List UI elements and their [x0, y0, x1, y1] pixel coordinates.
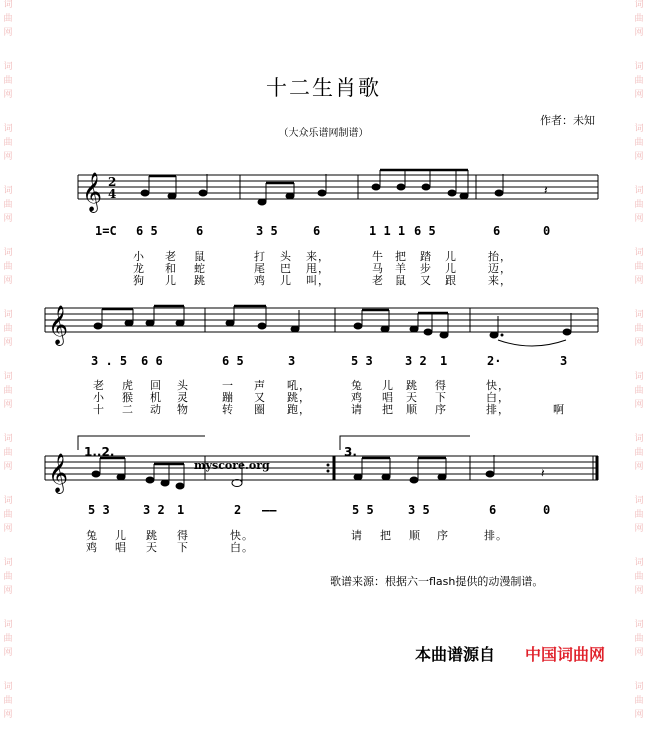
jianpu-note: 3 2 — [143, 503, 165, 517]
jianpu-note: 1 — [177, 503, 185, 517]
lyric-char: 吼， — [287, 379, 311, 392]
watermark-char: 网 — [3, 90, 13, 100]
lyric-char: 又 — [254, 391, 266, 404]
jianpu-note: 6 — [489, 503, 497, 517]
lyric-char: 跳 — [194, 274, 206, 287]
watermark-char: 曲 — [634, 572, 644, 582]
lyric-char: 儿 — [445, 250, 457, 263]
lyric-char: 鼠 — [395, 274, 407, 287]
watermark-char: 曲 — [634, 448, 644, 458]
jianpu-note: 5 3 — [88, 503, 110, 517]
watermark-char: 网 — [3, 462, 13, 472]
watermark-char: 曲 — [634, 696, 644, 706]
jianpu-note: 5 5 — [352, 503, 374, 517]
watermark-char: 词 — [3, 62, 13, 72]
lyric-char: 白， — [486, 391, 510, 404]
watermark-char: 网 — [3, 338, 13, 348]
volta-2: 3. — [344, 445, 357, 459]
watermark-char: 词 — [634, 186, 644, 196]
author: 作者：未知 — [540, 114, 595, 127]
jianpu-note: 0 — [543, 503, 551, 517]
notes-line-3 — [92, 455, 494, 489]
lyric-char: 一 — [222, 379, 234, 392]
lyric-char: 踏 — [420, 250, 432, 263]
watermark-char: 曲 — [3, 200, 13, 210]
watermark-char: 网 — [634, 586, 644, 596]
watermark-char: 曲 — [634, 14, 644, 24]
lyric-char: 唱 — [382, 391, 394, 404]
jianpu-note: 2· — [487, 354, 502, 368]
watermark-char: 网 — [3, 214, 13, 224]
volta-1: 1..2. — [84, 445, 115, 459]
lyric-char: 又 — [420, 274, 432, 287]
lyric-char: 猴 — [122, 391, 134, 404]
staff-line-1 — [78, 175, 598, 199]
watermark-char: 曲 — [634, 200, 644, 210]
treble-clef-icon: 𝄞 — [82, 172, 103, 212]
lyric-char: 请 — [351, 529, 363, 542]
watermark-char: 曲 — [3, 510, 13, 520]
watermark-char: 曲 — [3, 696, 13, 706]
lyric-char: 顺 — [409, 529, 421, 542]
lyric-char: 机 — [150, 391, 162, 404]
lyric-char: 牛 — [372, 250, 384, 263]
footer-site-link[interactable]: 中国词曲网 — [525, 645, 606, 664]
watermark-char: 曲 — [3, 138, 13, 148]
watermark-char: 词 — [3, 372, 13, 382]
jianpu-note: —— — [262, 503, 277, 517]
watermark-char: 网 — [634, 214, 644, 224]
lyric-char: 甩， — [306, 262, 330, 275]
key-signature: 1=C — [95, 224, 117, 238]
watermark-char: 词 — [634, 496, 644, 506]
lyric-char: 鸡 — [86, 541, 98, 554]
watermark-char: 网 — [634, 28, 644, 38]
lyric-char: 虎 — [122, 379, 134, 392]
lyric-char: 请 — [351, 403, 363, 416]
watermark-char: 词 — [634, 558, 644, 568]
watermark-char: 词 — [634, 434, 644, 444]
jianpu-note: 6 — [196, 224, 204, 238]
watermark-char: 词 — [634, 248, 644, 258]
lyric-char: 老 — [372, 274, 384, 287]
jianpu-note: 6 5 — [136, 224, 158, 238]
lyric-char: 蹦 — [222, 391, 234, 404]
lyric-char: 儿 — [115, 529, 127, 542]
watermark-char: 词 — [3, 496, 13, 506]
watermark-char: 曲 — [634, 324, 644, 334]
watermark-char: 词 — [634, 0, 644, 10]
lyric-char: 马 — [372, 262, 384, 275]
lyric-char: 蛇 — [194, 262, 206, 275]
lyric-char: 迈， — [488, 262, 512, 275]
treble-clef-icon: 𝄞 — [48, 453, 69, 493]
lyric-char: 鸡 — [351, 391, 363, 404]
lyric-char: 步 — [420, 262, 432, 275]
lyric-char: 把 — [395, 250, 407, 263]
watermark-char: 词 — [3, 310, 13, 320]
watermark-char: 曲 — [634, 138, 644, 148]
lyric-char: 二 — [122, 403, 134, 416]
lyric-char: 跳 — [146, 529, 158, 542]
lyric-char: 狗 — [133, 274, 145, 287]
watermark-char: 曲 — [3, 386, 13, 396]
lyric-char: 羊 — [395, 262, 407, 275]
lyric-char: 儿 — [445, 262, 457, 275]
lyric-char: 儿 — [165, 274, 177, 287]
lyric-char: 跟 — [445, 274, 457, 287]
lyric-char: 啊 — [553, 403, 565, 416]
lyric-char: 头 — [280, 250, 292, 263]
jianpu-note: 2 — [234, 503, 242, 517]
watermark-char: 曲 — [3, 14, 13, 24]
watermark-char: 词 — [634, 310, 644, 320]
song-title: 十二生肖歌 — [266, 76, 381, 100]
lyric-char: 快。 — [230, 529, 254, 542]
watermark-char: 网 — [3, 400, 13, 410]
lyric-char: 儿 — [382, 379, 394, 392]
lyric-char: 声 — [254, 379, 266, 392]
watermark-char: 网 — [3, 586, 13, 596]
lyric-char: 排， — [486, 403, 510, 416]
lyric-char: 白。 — [230, 541, 254, 554]
lyric-char: 顺 — [406, 403, 418, 416]
watermark-char: 曲 — [634, 634, 644, 644]
watermark-char: 词 — [634, 62, 644, 72]
rest-icon: 𝄽 — [541, 466, 545, 480]
lyric-char: 得 — [177, 529, 189, 542]
lyric-char: 把 — [382, 403, 394, 416]
lyric-char: 跳 — [406, 379, 418, 392]
lyric-char: 快， — [486, 379, 510, 392]
watermark-char: 网 — [3, 152, 13, 162]
watermark-char: 网 — [634, 276, 644, 286]
lyric-char: 天 — [406, 391, 418, 404]
lyric-char: 唱 — [115, 541, 127, 554]
lyric-char: 把 — [380, 529, 392, 542]
watermark-char: 网 — [3, 28, 13, 38]
watermark-char: 词 — [634, 124, 644, 134]
jianpu-note: 3 — [560, 354, 568, 368]
jianpu-note: 1 1 1 — [369, 224, 406, 238]
jianpu-note: 0 — [543, 224, 551, 238]
lyric-char: 序 — [435, 403, 447, 416]
watermark-char: 网 — [3, 276, 13, 286]
watermark-char: 词 — [3, 0, 13, 10]
time-sig-bottom: 4 — [108, 187, 117, 201]
watermark-char: 网 — [634, 648, 644, 658]
lyric-char: 下 — [177, 541, 189, 554]
lyric-char: 物 — [177, 403, 189, 416]
lyric-char: 天 — [146, 541, 158, 554]
watermark-char: 词 — [3, 434, 13, 444]
jianpu-note: 3 — [288, 354, 296, 368]
lyric-char: 圈 — [254, 403, 266, 416]
subtitle: （大众乐谱网制谱） — [278, 128, 369, 139]
watermark-char: 曲 — [3, 76, 13, 86]
watermark-char: 网 — [634, 152, 644, 162]
lyric-char: 巴 — [280, 262, 292, 275]
footer-label: 本曲谱源自 — [415, 645, 496, 664]
watermark-char: 曲 — [634, 76, 644, 86]
lyric-char: 老 — [93, 379, 105, 392]
watermark-char: 曲 — [634, 386, 644, 396]
source-note: 歌谱来源：根据六一flash提供的动漫制谱。 — [330, 575, 544, 588]
lyric-char: 小 — [133, 250, 145, 263]
watermark-char: 词 — [3, 620, 13, 630]
watermark-char: 网 — [634, 710, 644, 720]
lyric-char: 跑， — [287, 403, 311, 416]
lyric-char: 来， — [488, 274, 512, 287]
watermark-char: 网 — [634, 90, 644, 100]
jianpu-note: 1 — [440, 354, 448, 368]
lyric-char: 龙 — [133, 262, 145, 275]
lyric-char: 十 — [93, 403, 105, 416]
lyric-char: 排。 — [484, 529, 508, 542]
watermark-char: 曲 — [3, 262, 13, 272]
lyric-char: 鼠 — [194, 250, 206, 263]
watermark-char: 网 — [634, 400, 644, 410]
jianpu-note: 3 5 — [256, 224, 278, 238]
lyric-char: 灵 — [177, 391, 189, 404]
jianpu-note: 5 3 — [351, 354, 373, 368]
lyric-char: 回 — [150, 379, 162, 392]
watermark-char: 曲 — [3, 324, 13, 334]
rest-icon: 𝄽 — [544, 183, 548, 197]
jianpu-note: 3 . 5 — [91, 354, 128, 368]
lyric-char: 来， — [306, 250, 330, 263]
lyric-char: 下 — [435, 391, 447, 404]
staff-line-3 — [45, 436, 598, 480]
watermark-char: 网 — [3, 524, 13, 534]
watermark-char: 网 — [634, 338, 644, 348]
lyric-char: 叫， — [306, 274, 330, 287]
time-sig-top: 2 — [108, 175, 117, 189]
watermark-char: 网 — [634, 524, 644, 534]
watermark-char: 网 — [3, 710, 13, 720]
lyric-char: 儿 — [280, 274, 292, 287]
jianpu-note: 6 6 — [141, 354, 163, 368]
lyric-char: 老 — [165, 250, 177, 263]
treble-clef-icon: 𝄞 — [48, 305, 69, 345]
watermark-char: 词 — [634, 620, 644, 630]
tie-line — [498, 340, 566, 346]
watermark-char: 曲 — [3, 572, 13, 582]
watermark-char: 词 — [3, 682, 13, 692]
lyric-char: 动 — [150, 403, 162, 416]
watermark-char: 词 — [634, 372, 644, 382]
watermark-char: 曲 — [634, 262, 644, 272]
lyric-char: 尾 — [254, 262, 266, 275]
lyric-char: 兔 — [86, 529, 98, 542]
lyric-char: 头 — [177, 379, 189, 392]
score-watermark: myscore.org — [194, 459, 270, 472]
lyric-char: 鸡 — [254, 274, 266, 287]
jianpu-note: 6 5 — [414, 224, 436, 238]
lyric-char: 小 — [93, 391, 105, 404]
lyric-char: 转 — [222, 403, 234, 416]
jianpu-note: 3 2 — [405, 354, 427, 368]
watermark-char: 词 — [3, 248, 13, 258]
notes-line-2 — [94, 306, 571, 338]
lyric-char: 和 — [165, 262, 177, 275]
watermark-char: 词 — [634, 682, 644, 692]
lyric-char: 跳， — [287, 391, 311, 404]
watermark-char: 曲 — [3, 448, 13, 458]
jianpu-note: 3 5 — [408, 503, 430, 517]
watermark-char: 词 — [3, 124, 13, 134]
watermark-char: 词 — [3, 186, 13, 196]
jianpu-note: 6 — [313, 224, 321, 238]
lyric-char: 兔 — [351, 379, 363, 392]
watermark-char: 网 — [634, 462, 644, 472]
lyric-char: 序 — [437, 529, 449, 542]
watermark-char: 词 — [3, 558, 13, 568]
jianpu-note: 6 5 — [222, 354, 244, 368]
lyric-char: 得 — [435, 379, 447, 392]
watermark-char: 曲 — [3, 634, 13, 644]
watermark-char: 网 — [3, 648, 13, 658]
jianpu-note: 6 — [493, 224, 501, 238]
lyric-char: 打 — [254, 250, 266, 263]
watermark-char: 曲 — [634, 510, 644, 520]
lyric-char: 抬， — [488, 250, 512, 263]
